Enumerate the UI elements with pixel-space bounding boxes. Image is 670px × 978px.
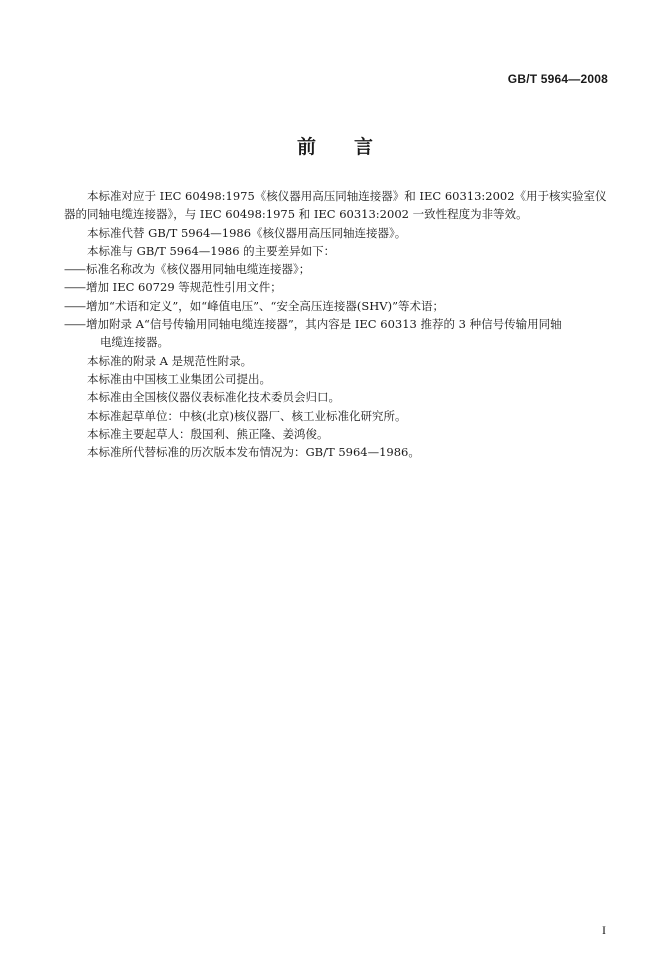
standard-code: GB/T 5964—2008	[507, 72, 608, 86]
difference-item	[64, 315, 609, 352]
dash-marker: ——	[64, 280, 85, 295]
difference-text: 增加 IEC 60729 等规范性引用文件；	[86, 280, 282, 295]
paragraph-proposer: 本标准由中国核工业集团公司提出。	[87, 371, 271, 386]
dash-marker: ——	[64, 262, 85, 277]
paragraph-technical-committee: 本标准由全国核仪器仪表标准化技术委员会归口。	[87, 390, 340, 405]
dash-marker: ——	[64, 317, 85, 332]
page-number: I	[602, 923, 606, 937]
title-char-1: 前	[296, 136, 316, 158]
paragraph-correspondence: 本标准对应于 IEC 60498:1975《核仪器用高压同轴连接器》和 IEC 60313:2002《用于核实验室仪器的同轴电缆连接器》，与 IEC 60498:1975 和 IEC 60313:2002 一致性程度为非等效。	[64, 189, 607, 222]
paragraph-drafting-units: 本标准起草单位：中核(北京)核仪器厂、核工业标准化研究所。	[87, 408, 407, 423]
title-char-2: 言	[354, 136, 374, 158]
paragraph-drafters: 本标准主要起草人：殷国利、熊正隆、姜鸿俊。	[87, 426, 329, 441]
paragraph-replaces: 本标准代替 GB/T 5964—1986《核仪器用高压同轴连接器》。	[87, 225, 407, 240]
difference-text: 增加“术语和定义”，如“峰值电压”、“安全高压连接器(SHV)”等术语；	[86, 298, 444, 313]
dash-marker: ——	[64, 298, 85, 313]
difference-text: 标准名称改为《核仪器用同轴电缆连接器》；	[86, 262, 311, 277]
difference-item	[64, 278, 609, 296]
difference-item	[64, 297, 609, 315]
difference-text-continued: 电缆连接器。	[100, 335, 169, 350]
paragraph-annex: 本标准的附录 A 是规范性附录。	[87, 353, 253, 368]
paragraph-history: 本标准所代替标准的历次版本发布情况为：GB/T 5964—1986。	[87, 445, 420, 460]
difference-text: 增加附录 A“信号传输用同轴电缆连接器”，其内容是 IEC 60313 推荐的 3 种信号传输用同轴	[86, 317, 562, 332]
foreword-body	[64, 187, 609, 461]
paragraph-differences-intro: 本标准与 GB/T 5964—1986 的主要差异如下：	[87, 243, 336, 258]
page-title	[0, 132, 670, 159]
difference-item	[64, 260, 609, 278]
